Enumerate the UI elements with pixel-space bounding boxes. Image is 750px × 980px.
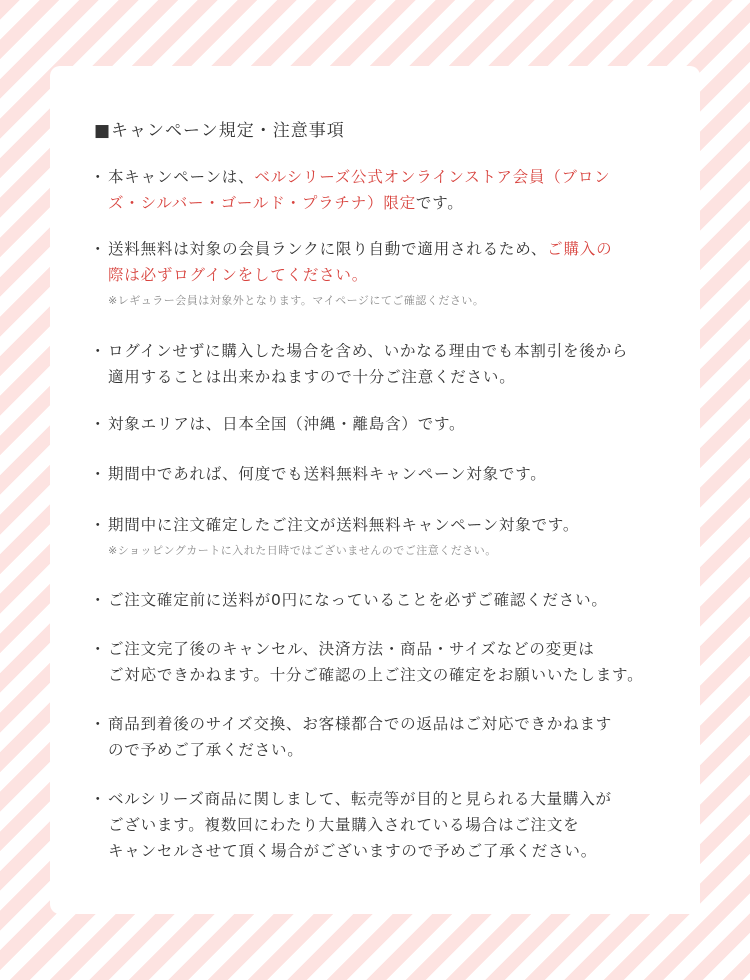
- bullet-icon: ・: [90, 715, 107, 733]
- list-item: [90, 587, 690, 613]
- list-item: [90, 512, 690, 559]
- item-text: ご注文確定前に送料が0円になっていることを必ずご確認ください。: [108, 591, 608, 609]
- highlight-text: ベルシリーズ公式オンラインストア会員（ブロン ズ・シルバー・ゴールド・プラチナ）限定: [108, 168, 611, 212]
- item-text: 本キャンペーンは、: [108, 168, 255, 186]
- bullet-icon: ・: [90, 465, 107, 483]
- item-text: 期間中であれば、何度でも送料無料キャンペーン対象です。: [108, 465, 547, 483]
- bullet-icon: ・: [90, 415, 107, 433]
- bullet-icon: ・: [90, 516, 107, 534]
- item-text: です。: [415, 194, 464, 212]
- bullet-icon: ・: [90, 790, 107, 808]
- list-item: [90, 461, 690, 487]
- item-text: 対象エリアは、日本全国（沖縄・離島含）です。: [108, 415, 466, 433]
- bullet-icon: ・: [90, 240, 107, 258]
- item-note: ※レギュラー会員は対象外となります。マイページにてご確認ください。: [108, 294, 485, 307]
- list-item: [90, 786, 690, 864]
- item-text: ベルシリーズ商品に関しまして、転売等が目的と見られる大量購入が ございます。複数回にわたり大量購入されている場合はご注文を キャンセルさせて頂く場合がございますので予めご了承ください。: [108, 790, 612, 860]
- item-note: ※ショッピングカートに入れた日時ではございませんのでご注意ください。: [108, 544, 497, 557]
- item-text: ログインせずに購入した場合を含め、いかなる理由でも本割引を後から 適用することは出来かねますので十分ご注意ください。: [108, 342, 629, 386]
- list-item: [90, 236, 690, 309]
- highlight-text: ご購入の 際は必ずログインをしてください。: [108, 240, 613, 284]
- list-item: [90, 711, 690, 763]
- list-item: [90, 164, 690, 216]
- bullet-icon: ・: [90, 342, 107, 360]
- notice-card: [50, 66, 700, 914]
- item-text: ご注文完了後のキャンセル、決済方法・商品・サイズなどの変更は ご対応できかねます。十分ご確認の上ご注文の確定をお願いいたします。: [108, 640, 644, 684]
- item-text: 期間中に注文確定したご注文が送料無料キャンペーン対象です。: [108, 516, 580, 534]
- section-heading: ■キャンペーン規定・注意事項: [94, 121, 345, 141]
- bullet-icon: ・: [90, 640, 107, 658]
- list-item: [90, 636, 690, 688]
- list-item: [90, 338, 690, 390]
- bullet-icon: ・: [90, 591, 107, 609]
- list-item: [90, 411, 690, 437]
- item-text: 送料無料は対象の会員ランクに限り自動で適用されるため、: [108, 240, 548, 258]
- item-text: 商品到着後のサイズ交換、お客様都合での返品はご対応できかねます ので予めご了承ください。: [108, 715, 613, 759]
- bullet-icon: ・: [90, 168, 107, 186]
